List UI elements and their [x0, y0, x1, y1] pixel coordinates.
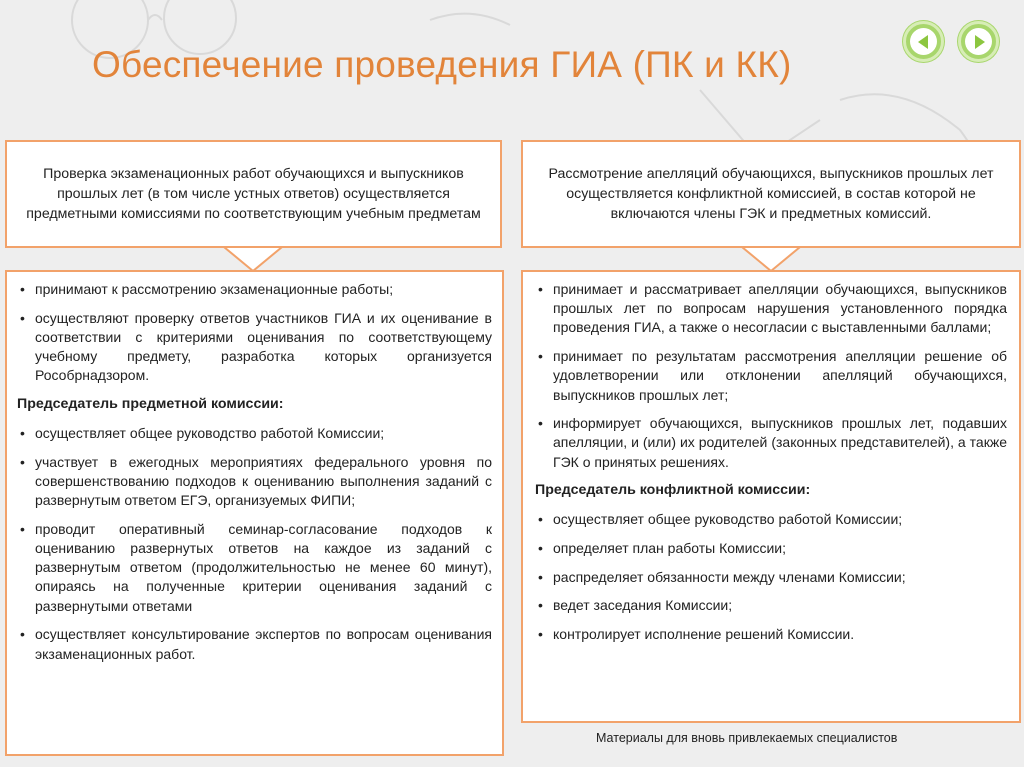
next-slide-button[interactable]	[958, 21, 999, 62]
list-item: • осуществляет общее руководство работой Комиссии;	[17, 424, 492, 443]
list-item: • проводит оперативный семинар-согласование подходов к оцениванию развернутых ответов на каждое из заданий с развернутым ответом (продолжительностью не менее 60 минут), опираясь на полученные критерии оценивания заданий с развернутыми ответами	[17, 520, 492, 616]
list-item: • осуществляют проверку ответов участников ГИА и их оценивание в соответствии с критериями оценивания по соответствующему учебному предмету, разработка которых организуется Рособрнадзором.	[17, 309, 492, 386]
triangle-right-icon	[975, 35, 985, 49]
conflict-commission-chair-list	[535, 510, 1007, 644]
next-slide-icon-wrap	[965, 28, 992, 55]
conflict-commission-header-text: Рассмотрение апелляций обучающихся, выпускников прошлых лет осуществляется конфликтной комиссией, в состав которой не включаются члены ГЭК и предметных комиссий.	[548, 166, 994, 222]
list-item: • контролирует исполнение решений Комиссии.	[535, 625, 1007, 644]
down-arrow-icon	[741, 246, 801, 272]
list-item: • ведет заседания Комиссии;	[535, 596, 1007, 615]
list-item: • принимает по результатам рассмотрения апелляции решение об удовлетворении или отклонении апелляций обучающихся, выпускников прошлых лет;	[535, 347, 1007, 405]
list-item: • осуществляет консультирование экспертов по вопросам оценивания экзаменационных работ.	[17, 625, 492, 663]
subject-commission-header-box	[5, 140, 502, 248]
list-item: • принимают к рассмотрению экзаменационные работы;	[17, 280, 492, 299]
list-item: • определяет план работы Комиссии;	[535, 539, 1007, 558]
list-item: • распределяет обязанности между членами Комиссии;	[535, 568, 1007, 587]
list-item: • принимает и рассматривает апелляции обучающихся, выпускников прошлых лет по вопросам нарушения установленного порядка проведения ГИА, а также о несогласии с выставленными баллами;	[535, 280, 1007, 338]
triangle-left-icon	[918, 35, 928, 49]
conflict-commission-duties-list	[535, 280, 1007, 472]
list-item: • информирует обучающихся, выпускников прошлых лет, подавших апелляции, и (или) их родителей (законных представителей), а также ГЭК о принятых решениях.	[535, 414, 1007, 472]
footer-caption: Материалы для вновь привлекаемых специалистов	[596, 731, 898, 745]
subject-commission-chair-list	[17, 424, 492, 664]
slide-title: Обеспечение проведения ГИА (ПК и КК)	[92, 44, 792, 85]
subject-commission-header-text: Проверка экзаменационных работ обучающихся и выпускников прошлых лет (в том числе устных ответов) осуществляется предметными комиссиями по соответствующим учебным предметам	[26, 166, 481, 222]
subject-commission-duties-list	[17, 280, 492, 386]
subject-commission-chair-heading: Председатель предметной комиссии:	[17, 396, 284, 413]
down-arrow-icon	[223, 246, 283, 272]
subject-commission-duties-box	[5, 270, 504, 756]
conflict-commission-duties-box	[521, 270, 1021, 723]
previous-slide-button[interactable]	[903, 21, 944, 62]
conflict-commission-header-box	[521, 140, 1021, 248]
list-item: • участвует в ежегодных мероприятиях федерального уровня по совершенствованию подходов к оцениванию выполнения заданий с развернутым ответом ЕГЭ, организуемых ФИПИ;	[17, 453, 492, 511]
conflict-commission-chair-heading: Председатель конфликтной комиссии:	[535, 482, 811, 499]
list-item: • осуществляет общее руководство работой Комиссии;	[535, 510, 1007, 529]
previous-slide-icon-wrap	[910, 28, 937, 55]
